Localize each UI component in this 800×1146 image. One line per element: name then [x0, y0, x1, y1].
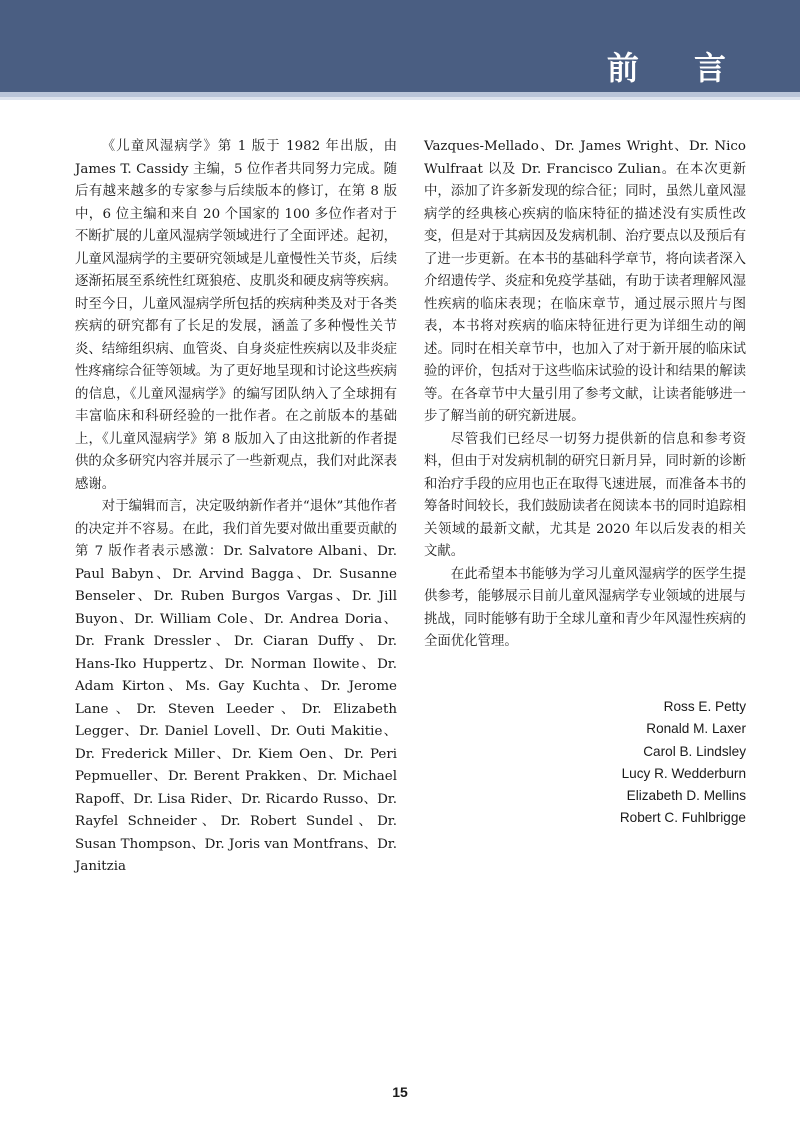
paragraph: 对于编辑而言，决定吸纳新作者并“退休”其他作者的决定并不容易。在此，我们首先要对做出重要贡献的第 7 版作者表示感激：Dr. Salvatore Albani、Dr. Paul Babyn、Dr. Arvind Bagga、Dr. Susanne Benseler、Dr. Ruben Burgos Vargas、Dr. Jill Buyon、Dr. William Cole、Dr. Andrea Doria、Dr. Frank Dressler、Dr. Ciaran Duffy、Dr. Hans-Iko Huppertz、Dr. Norman Ilowite、Dr. Adam Kirton、Ms. Gay Kuchta、Dr. Jerome Lane、Dr. Steven Leeder、Dr. Elizabeth Legger、Dr. Daniel Lovell、Dr. Outi Makitie、Dr. Frederick Miller、Dr. Kiem Oen、Dr. Peri Pepmueller、Dr. Berent Prakken、Dr. Michael Rapoff、Dr. Lisa Rider、Dr. Ricardo Russo、Dr. Rayfel Schneider、Dr. Robert Sundel、Dr. Susan Thompson、Dr. Joris van Montfrans、Dr. Janitzia: [75, 499, 397, 874]
header-band: [0, 0, 800, 92]
signature-name: Robert C. Fuhlbrigge: [619, 810, 746, 826]
paragraph: 《儿童风湿病学》第 1 版于 1982 年出版，由 James T. Cassidy 主编，5 位作者共同努力完成。随后有越来越多的专家参与后续版本的修订，在第 8 版中，6 位主编和来自 20 个国家的 100 多位作者对于不断扩展的儿童风湿病学领域进行了全面评述。起初，儿童风湿病学的主要研究领域是儿童慢性关节炎，后续逐渐拓展至系统性红斑狼疮、皮肌炎和硬皮病等疾病。时至今日，儿童风湿病学所包括的疾病种类及对于各类疾病的研究都有了长足的发展，涵盖了多种慢性关节炎、结缔组织病、血管炎、自身炎症性疾病以及非炎症性疼痛综合征等领域。为了更好地呈现和讨论这些疾病的信息，《儿童风湿病学》的编写团队纳入了全球拥有丰富临床和科研经验的一批作者。在之前版本的基础上，《儿童风湿病学》第 8 版加入了由这批新的作者提供的众多研究内容并展示了一些新观点，我们对此深表感谢。: [75, 139, 397, 492]
header-stripe-light: [0, 97, 800, 100]
paragraph: 尽管我们已经尽一切努力提供新的信息和参考资料，但由于对发病机制的研究日新月异，同时新的诊断和治疗手段的应用也正在取得飞速进展，而准备本书的筹备时间较长，我们鼓励读者在阅读本书的同时追踪相关领域的最新文献，尤其是 2020 年以后发表的相关文献。: [424, 431, 746, 559]
signature-name: Lucy R. Wedderburn: [621, 765, 746, 781]
signature-name: Elizabeth D. Mellins: [626, 788, 746, 804]
page-number: 15: [392, 1084, 408, 1100]
signature-block: [446, 696, 746, 830]
paragraph: 在此希望本书能够为学习儿童风湿病学的医学生提供参考，能够展示目前儿童风湿病学专业领域的进展与挑战，同时能够有助于全球儿童和青少年风湿性疾病的全面优化管理。: [424, 566, 746, 649]
right-column: [424, 136, 746, 654]
signature-name: Ronald M. Laxer: [646, 721, 746, 737]
paragraph-continuation: Vazques-Mellado、Dr. James Wright、Dr. Nico Wulfraat 以及 Dr. Francisco Zulian。在本次更新中，添加了许多新发现的综合征；同时，虽然儿童风湿病学的经典核心疾病的临床特征的描述没有实质性改变，但是对于其病因及发病机制、治疗要点以及预后有了进一步更新。在本书的基础科学章节，将向读者深入介绍遗传学、炎症和免疫学基础，有助于读者理解风湿性疾病的临床表现；在临床章节，通过展示照片与图表，本书将对疾病的临床特征进行更为详细生动的阐述。同时在相关章节中，也加入了对于新开展的临床试验的评价，包括对于这些临床试验的设计和结果的解读等。在各章节中大量引用了参考文献，让读者能够进一步了解当前的研究新进展。: [424, 139, 746, 424]
signature-name: Ross E. Petty: [663, 699, 746, 714]
signature-name: Carol B. Lindsley: [643, 743, 746, 759]
page-title: 前 言: [606, 49, 748, 87]
left-column: [75, 136, 397, 879]
